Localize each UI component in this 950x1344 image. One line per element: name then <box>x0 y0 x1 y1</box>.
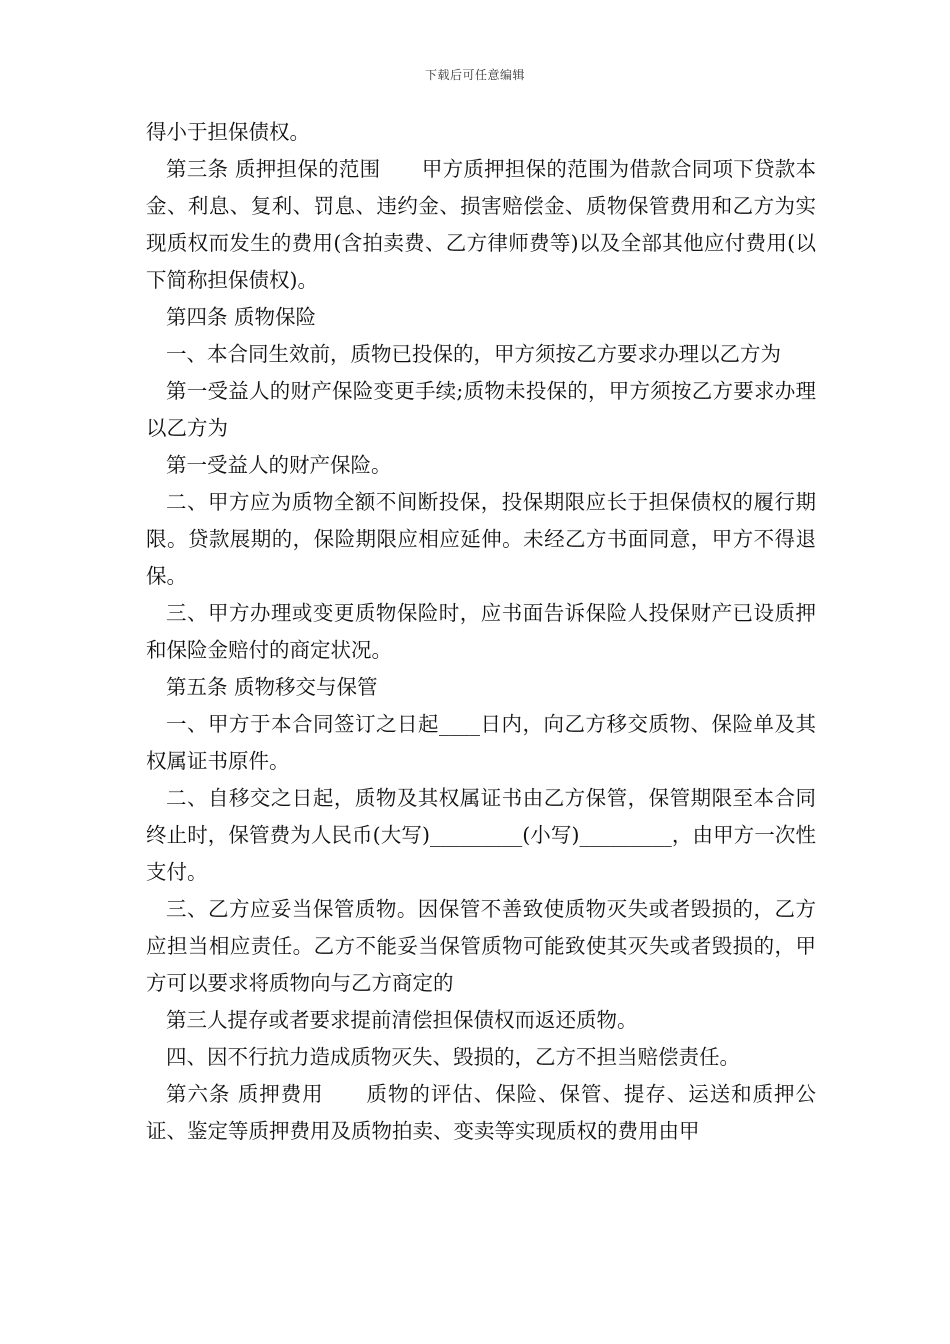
article-3-scope: 第三条 质押担保的范围 甲方质押担保的范围为借款合同项下贷款本金、利息、复利、罚息、违约金、损害赔偿金、质物保管费用和乙方为实现质权而发生的费用(含拍卖费、乙方律师费等)以及全部其他应付费用(以下简称担保债权)。 <box>146 157 816 292</box>
paragraph: 第一受益人的财产保险。 <box>166 453 392 477</box>
article-6-fees: 第六条 质押费用 质物的评估、保险、保管、提存、运送和质押公证、鉴定等质押费用及质物拍卖、变卖等实现质权的费用由甲 <box>146 1082 816 1143</box>
paragraph: 三、甲方办理或变更质物保险时，应书面告诉保险人投保财产已设质押和保险金赔付的商定状况。 <box>146 601 816 662</box>
paragraph: 第三人提存或者要求提前清偿担保债权而返还质物。 <box>166 1008 638 1032</box>
paragraph: 第一受益人的财产保险变更手续;质物未投保的，甲方须按乙方要求办理以乙方为 <box>146 379 816 440</box>
paragraph: 一、甲方于本合同签订之日起____日内，向乙方移交质物、保险单及其权属证书原件。 <box>146 712 816 773</box>
paragraph: 一、本合同生效前，质物已投保的，甲方须按乙方要求办理以乙方为 <box>166 342 781 366</box>
paragraph: 二、甲方应为质物全额不间断投保，投保期限应长于担保债权的履行期限。贷款展期的，保险期限应相应延伸。未经乙方书面同意，甲方不得退保。 <box>146 490 816 588</box>
paragraph: 得小于担保债权。 <box>146 120 310 144</box>
paragraph: 二、自移交之日起，质物及其权属证书由乙方保管，保管期限至本合同终止时，保管费为人民币(大写)_________(小写)_________，由甲方一次性支付。 <box>146 786 816 884</box>
page-header: 下载后可任意编辑 <box>424 68 525 82</box>
article-5-heading: 第五条 质物移交与保管 <box>166 675 378 699</box>
paragraph: 四、因不行抗力造成质物灭失、毁损的，乙方不担当赔偿责任。 <box>166 1045 740 1069</box>
document-body <box>146 114 816 1150</box>
paragraph: 三、乙方应妥当保管质物。因保管不善致使质物灭失或者毁损的，乙方应担当相应责任。乙方不能妥当保管质物可能致使其灭失或者毁损的，甲方可以要求将质物向与乙方商定的 <box>146 897 816 995</box>
article-4-heading: 第四条 质物保险 <box>166 305 317 329</box>
